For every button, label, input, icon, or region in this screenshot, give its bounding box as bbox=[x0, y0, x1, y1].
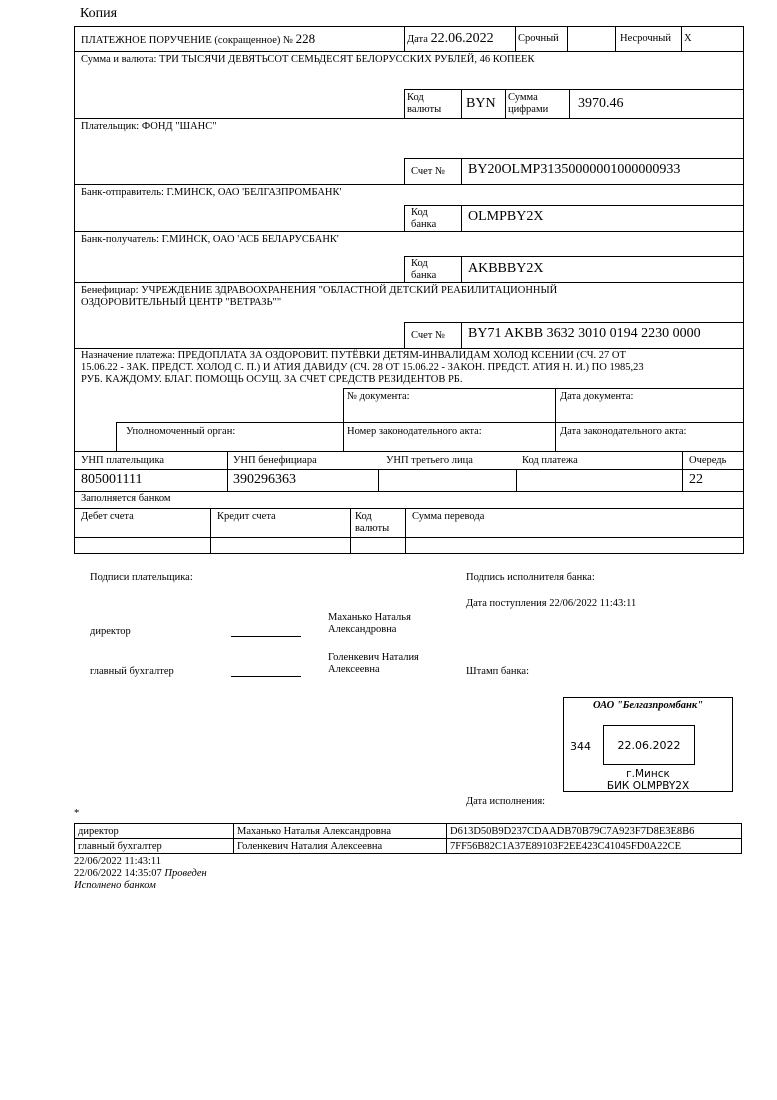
signer-role: директор bbox=[75, 824, 234, 839]
signer-name: Голенкевич Наталия Алексеевна bbox=[234, 839, 447, 854]
signer-hash: D613D50B9D237CDAADB70B79C7A923F7D8E3E8B6 bbox=[447, 824, 742, 839]
sender-bank-code: OLMPBY2X bbox=[468, 209, 544, 224]
table-row bbox=[75, 824, 742, 839]
payment-code-label: Код платежа bbox=[522, 455, 578, 466]
signer-role: главный бухгалтер bbox=[75, 839, 234, 854]
copy-label: Копия bbox=[80, 6, 118, 21]
payer-signatures-label: Подписи плательщика: bbox=[90, 572, 193, 583]
beneficiary-account-label: Счет № bbox=[411, 330, 446, 341]
nonurgent-mark: X bbox=[684, 33, 692, 44]
urgent-label: Срочный bbox=[518, 33, 559, 44]
director-name: Маханько Наталья Александровна bbox=[328, 612, 411, 635]
accountant-signature-line bbox=[231, 676, 301, 677]
unp-payer-value: 805001111 bbox=[81, 472, 143, 487]
table-row bbox=[75, 839, 742, 854]
footer-executed: Исполнено банком bbox=[74, 880, 156, 891]
payer-account-label: Счет № bbox=[411, 166, 446, 177]
beneficiary-name: Бенефициар: УЧРЕЖДЕНИЕ ЗДРАВООХРАНЕНИЯ "ОБЛАСТНОЙ ДЕТСКИЙ РЕАБИЛИТАЦИОННЫЙ ОЗДОРОВИТЕЛЬНЫЙ ЦЕНТР "ВЕТРАЗЬ"" bbox=[81, 285, 558, 308]
stamp-bank-name: ОАО "Белгазпромбанк" bbox=[592, 700, 703, 711]
order-date: Дата 22.06.2022 bbox=[407, 31, 494, 46]
accountant-name: Голенкевич Наталия Алексеевна bbox=[328, 652, 419, 675]
law-date-label: Дата законодательного акта: bbox=[560, 426, 687, 437]
payer-name: Плательщик: ФОНД "ШАНС" bbox=[81, 121, 217, 132]
beneficiary-account: BY71 AKBB 3632 3010 0194 2230 0000 bbox=[468, 326, 701, 341]
payer-account: BY20OLMP31350000001000000933 bbox=[468, 162, 681, 177]
payment-purpose: Назначение платежа: ПРЕДОПЛАТА ЗА ОЗДОРОВИТ. ПУТЁВКИ ДЕТЯМ-ИНВАЛИДАМ ХОЛОД КСЕНИИ (СЧ. 27 ОТ 15.06.22 - ЗАК. ПРЕДСТ. ХОЛОД С. П.) И АТИЯ ДАВИДУ (СЧ. 28 ОТ 15.06.22 - ЗАКОН. ПРЕДСТ. АТИЯ Н. И.) ПО 1985,23 РУБ. КАЖДОМУ. БЛАГ. ПОМОЩЬ ОСУЩ. ЗА СЧЕТ СРЕДСТВ РЕЗИДЕНТОВ РБ. bbox=[81, 350, 644, 385]
queue-label: Очередь bbox=[689, 455, 727, 466]
footer-time-2: 22/06/2022 14:35:07 Проведен bbox=[74, 868, 207, 879]
accountant-label: главный бухгалтер bbox=[90, 666, 174, 677]
unp-payer-label: УНП плательщика bbox=[81, 455, 165, 466]
currency-code-label: Код валюты bbox=[407, 92, 442, 115]
order-number: 228 bbox=[295, 31, 316, 46]
signer-hash: 7FF56B82C1A37E89103F2EE423C41045FD0A22CE bbox=[447, 839, 742, 854]
stamp-city: г.Минск bbox=[626, 768, 670, 780]
sum-digits-value: 3970.46 bbox=[578, 96, 624, 111]
doc-date-label: Дата документа: bbox=[560, 391, 634, 402]
sum-digits-label: Сумма цифрами bbox=[508, 92, 549, 115]
authority-label: Уполномоченный орган: bbox=[126, 426, 236, 437]
director-signature-line bbox=[231, 636, 301, 637]
receiver-bank-code-label: Код банка bbox=[411, 258, 437, 281]
footer-status: Проведен bbox=[164, 868, 207, 879]
queue-value: 22 bbox=[689, 472, 703, 487]
signature-hash-table bbox=[74, 823, 742, 854]
doc-number-label: № документа: bbox=[347, 391, 410, 402]
amount-words: Сумма и валюта: ТРИ ТЫСЯЧИ ДЕВЯТЬСОТ СЕМЬДЕСЯТ БЕЛОРУССКИХ РУБЛЕЙ, 46 КОПЕЕК bbox=[81, 54, 535, 65]
bank-currency-label: Код валюты bbox=[355, 511, 390, 534]
currency-value: BYN bbox=[466, 96, 496, 111]
nonurgent-label: Несрочный bbox=[620, 33, 671, 44]
receiver-bank-name: Банк-получатель: Г.МИНСК, ОАО 'АСБ БЕЛАРУСБАНК' bbox=[81, 234, 339, 245]
law-number-label: Номер законодательного акта: bbox=[347, 426, 482, 437]
execution-date-label: Дата исполнения: bbox=[466, 796, 546, 807]
transfer-sum-label: Сумма перевода bbox=[412, 511, 485, 522]
unp-beneficiary-value: 390296363 bbox=[233, 472, 296, 487]
stamp-bic: БИК OLMPBY2X bbox=[606, 780, 690, 792]
debit-label: Дебет счета bbox=[81, 511, 134, 522]
sender-bank-name: Банк-отправитель: Г.МИНСК, ОАО 'БЕЛГАЗПРОМБАНК' bbox=[81, 187, 342, 198]
unp-beneficiary-label: УНП бенефициара bbox=[233, 455, 317, 466]
asterisk-note: * bbox=[74, 808, 80, 819]
bank-fill-label: Заполняется банком bbox=[81, 493, 171, 504]
signer-name: Маханько Наталья Александровна bbox=[234, 824, 447, 839]
director-label: директор bbox=[90, 626, 131, 637]
order-title: ПЛАТЕЖНОЕ ПОРУЧЕНИЕ (сокращенное) № 228 bbox=[81, 31, 316, 46]
bank-executor-label: Подпись исполнителя банка: bbox=[466, 572, 595, 583]
credit-label: Кредит счета bbox=[217, 511, 276, 522]
stamp-label: Штамп банка: bbox=[466, 666, 529, 677]
unp-third-label: УНП третьего лица bbox=[386, 455, 473, 466]
sender-bank-code-label: Код банка bbox=[411, 207, 437, 230]
stamp-date: 22.06.2022 bbox=[617, 739, 681, 752]
receiver-bank-code: AKBBBY2X bbox=[468, 261, 544, 276]
stamp-number: 344 bbox=[570, 740, 591, 753]
footer-time-1: 22/06/2022 11:43:11 bbox=[74, 856, 162, 867]
received-date: Дата поступления 22/06/2022 11:43:11 bbox=[466, 598, 637, 609]
